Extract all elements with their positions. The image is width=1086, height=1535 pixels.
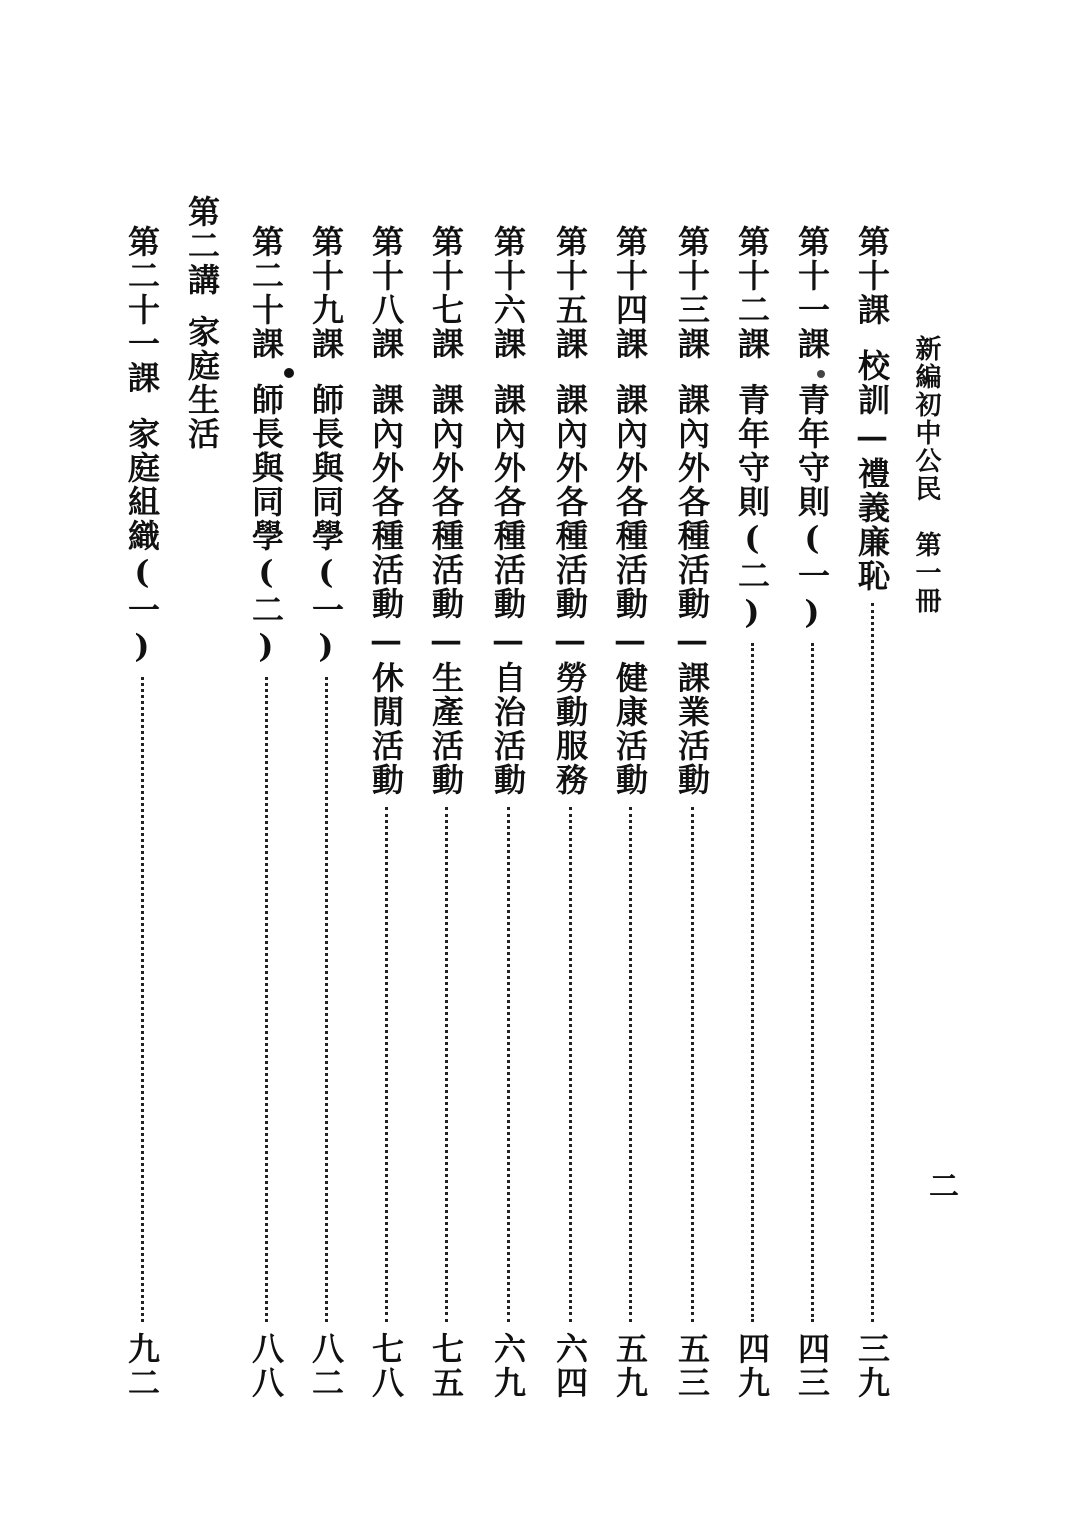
- lesson-number: 第十八課: [367, 225, 405, 361]
- ink-dot-ornament: [817, 370, 825, 378]
- lesson-number: 第十七課: [427, 225, 465, 361]
- toc-entry-lesson-13[interactable]: [666, 225, 718, 1400]
- toc-section-heading[interactable]: [176, 195, 228, 495]
- lesson-title: 課內外各種活動—勞動服務: [551, 383, 589, 797]
- ink-dot-ornament: [284, 368, 294, 378]
- dot-leader: [691, 807, 694, 1322]
- lesson-title: 課內外各種活動—課業活動: [673, 383, 711, 797]
- dot-leader: [751, 643, 754, 1322]
- lesson-title: 青年守則(二): [733, 383, 771, 633]
- lesson-number: 第十課: [853, 225, 891, 327]
- lesson-number: 第十九課: [307, 225, 345, 361]
- page-reference: 四九: [733, 1332, 771, 1400]
- lesson-title: 課內外各種活動—生產活動: [427, 383, 465, 797]
- toc-entry-lesson-12[interactable]: [726, 225, 778, 1400]
- page-reference: 五三: [673, 1332, 711, 1400]
- lesson-title: 課內外各種活動—自治活動: [489, 383, 527, 797]
- toc-entry-lesson-10[interactable]: [846, 225, 898, 1400]
- page-reference: 九二: [123, 1332, 161, 1400]
- lesson-number: 第十二課: [733, 225, 771, 361]
- toc-entry-lesson-21[interactable]: [116, 225, 168, 1400]
- lesson-number: 第十五課: [551, 225, 589, 361]
- dot-leader: [445, 807, 448, 1322]
- toc-entry-lesson-15[interactable]: [544, 225, 596, 1400]
- page-reference: 五九: [611, 1332, 649, 1400]
- lesson-number: 第十一課: [793, 225, 831, 361]
- toc-entry-lesson-11[interactable]: [786, 225, 838, 1400]
- lesson-title: 家庭組織(一): [123, 417, 161, 667]
- page-reference: 三九: [853, 1332, 891, 1400]
- section-number: 第二講: [183, 195, 221, 297]
- lesson-title: 師長與同學(二): [247, 383, 285, 667]
- page-reference: 四三: [793, 1332, 831, 1400]
- page-reference: 七五: [427, 1332, 465, 1400]
- page-reference: 八二: [307, 1332, 345, 1400]
- lesson-number: 第十三課: [673, 225, 711, 361]
- dot-leader: [265, 677, 268, 1322]
- lesson-title: 師長與同學(一): [307, 383, 345, 667]
- lesson-title: 課內外各種活動—健康活動: [611, 383, 649, 797]
- lesson-number: 第二十課: [247, 225, 285, 361]
- page-reference: 八八: [247, 1332, 285, 1400]
- dot-leader: [569, 807, 572, 1322]
- page-reference: 六四: [551, 1332, 589, 1400]
- running-title: 新編初中公民 第一冊: [911, 335, 941, 615]
- toc-entry-lesson-20[interactable]: [240, 225, 292, 1400]
- page-reference: 六九: [489, 1332, 527, 1400]
- toc-entry-lesson-14[interactable]: [604, 225, 656, 1400]
- page-number: 二: [923, 1170, 958, 1200]
- dot-leader: [325, 677, 328, 1322]
- page-reference: 七八: [367, 1332, 405, 1400]
- lesson-number: 第十六課: [489, 225, 527, 361]
- dot-leader: [385, 807, 388, 1322]
- toc-entry-lesson-19[interactable]: [300, 225, 352, 1400]
- dot-leader: [629, 807, 632, 1322]
- lesson-number: 第十四課: [611, 225, 649, 361]
- section-title: 家庭生活: [183, 315, 221, 451]
- lesson-title: 課內外各種活動—休閒活動: [367, 383, 405, 797]
- dot-leader: [507, 807, 510, 1322]
- dot-leader: [871, 603, 874, 1322]
- toc-entry-lesson-17[interactable]: [420, 225, 472, 1400]
- dot-leader: [141, 677, 144, 1322]
- lesson-number: 第二十一課: [123, 225, 161, 395]
- dot-leader: [811, 643, 814, 1322]
- toc-entry-lesson-16[interactable]: [482, 225, 534, 1400]
- lesson-title: 校訓—禮義廉恥: [853, 349, 891, 593]
- toc-entry-lesson-18[interactable]: [360, 225, 412, 1400]
- lesson-title: 青年守則(一): [793, 383, 831, 633]
